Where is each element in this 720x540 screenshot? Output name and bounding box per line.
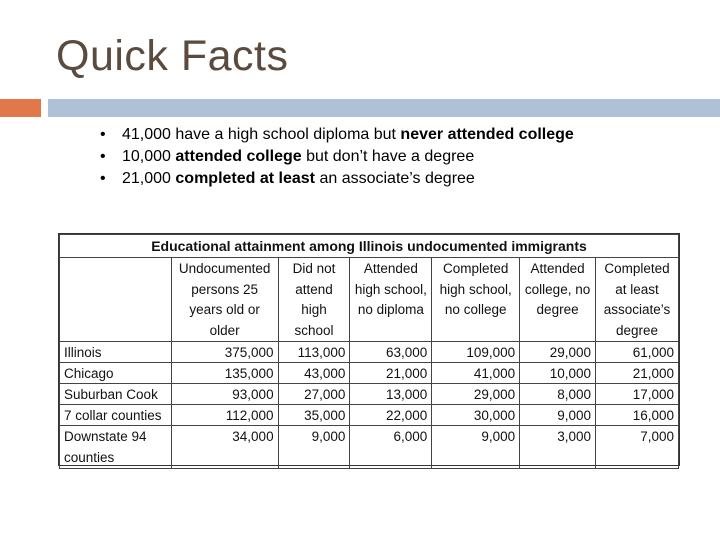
table-row: [60, 384, 679, 405]
table-cell: 16,000: [596, 405, 679, 426]
row-label: 7 collar counties: [60, 405, 172, 426]
table-caption: Educational attainment among Illinois undocumented immigrants: [60, 235, 679, 258]
fact-emphasis: completed at least: [175, 170, 315, 187]
table-row: [60, 342, 679, 363]
table-cell: 112,000: [171, 405, 278, 426]
title-rule-blue: [48, 99, 720, 117]
column-header: [60, 258, 172, 342]
table-cell: 6,000: [350, 426, 432, 469]
quick-fact-item: [100, 146, 574, 168]
quick-facts-list: [100, 124, 574, 190]
table-cell: 21,000: [596, 363, 679, 384]
fact-emphasis: attended college: [175, 148, 302, 165]
row-label: Illinois: [60, 342, 172, 363]
row-label: Chicago: [60, 363, 172, 384]
table-cell: 9,000: [278, 426, 350, 469]
table-cell: 41,000: [432, 363, 520, 384]
row-label: Downstate 94 counties: [60, 426, 172, 469]
column-header: Did not attend high school: [278, 258, 350, 342]
table-cell: 9,000: [520, 405, 596, 426]
table-cell: 375,000: [171, 342, 278, 363]
table-cell: 30,000: [432, 405, 520, 426]
table-cell: 43,000: [278, 363, 350, 384]
slide-title: Quick Facts: [56, 32, 289, 80]
attainment-table: [59, 234, 679, 469]
table-cell: 3,000: [520, 426, 596, 469]
table-cell: 61,000: [596, 342, 679, 363]
quick-fact-item: [100, 124, 574, 146]
table-cell: 113,000: [278, 342, 350, 363]
column-header: Attended high school, no diploma: [350, 258, 432, 342]
title-rule-orange: [0, 99, 41, 117]
fact-text: 10,000: [122, 148, 176, 165]
table-cell: 35,000: [278, 405, 350, 426]
table-cell: 135,000: [171, 363, 278, 384]
table-cell: 29,000: [520, 342, 596, 363]
table-cell: 93,000: [171, 384, 278, 405]
table-row: [60, 405, 679, 426]
fact-text-tail: but don’t have a degree: [301, 148, 475, 165]
table-cell: 27,000: [278, 384, 350, 405]
table-cell: 13,000: [350, 384, 432, 405]
fact-text: 21,000: [122, 170, 176, 187]
table-row: [60, 426, 679, 469]
table-cell: 8,000: [520, 384, 596, 405]
table-cell: 22,000: [350, 405, 432, 426]
row-label: Suburban Cook: [60, 384, 172, 405]
table-cell: 10,000: [520, 363, 596, 384]
table-cell: 109,000: [432, 342, 520, 363]
column-header: Attended college, no degree: [520, 258, 596, 342]
table-cell: 63,000: [350, 342, 432, 363]
table-cell: 21,000: [350, 363, 432, 384]
table-cell: 34,000: [171, 426, 278, 469]
quick-fact-item: [100, 168, 574, 190]
table-row: [60, 363, 679, 384]
column-header: Completed at least associate’s degree: [596, 258, 679, 342]
table-cell: 9,000: [432, 426, 520, 469]
bullet-marker: •: [100, 170, 106, 187]
table-cell: 17,000: [596, 384, 679, 405]
column-header: Completed high school, no college: [432, 258, 520, 342]
table-cell: 29,000: [432, 384, 520, 405]
fact-text: 41,000 have a high school diploma but: [122, 126, 401, 143]
bullet-marker: •: [100, 126, 106, 143]
column-header: Undocumented persons 25 years old or older: [171, 258, 278, 342]
bullet-marker: •: [100, 148, 106, 165]
table-cell: 7,000: [596, 426, 679, 469]
fact-text-tail: an associate’s degree: [315, 170, 475, 187]
attainment-table-image: [58, 233, 680, 466]
fact-emphasis: never attended college: [400, 126, 574, 143]
